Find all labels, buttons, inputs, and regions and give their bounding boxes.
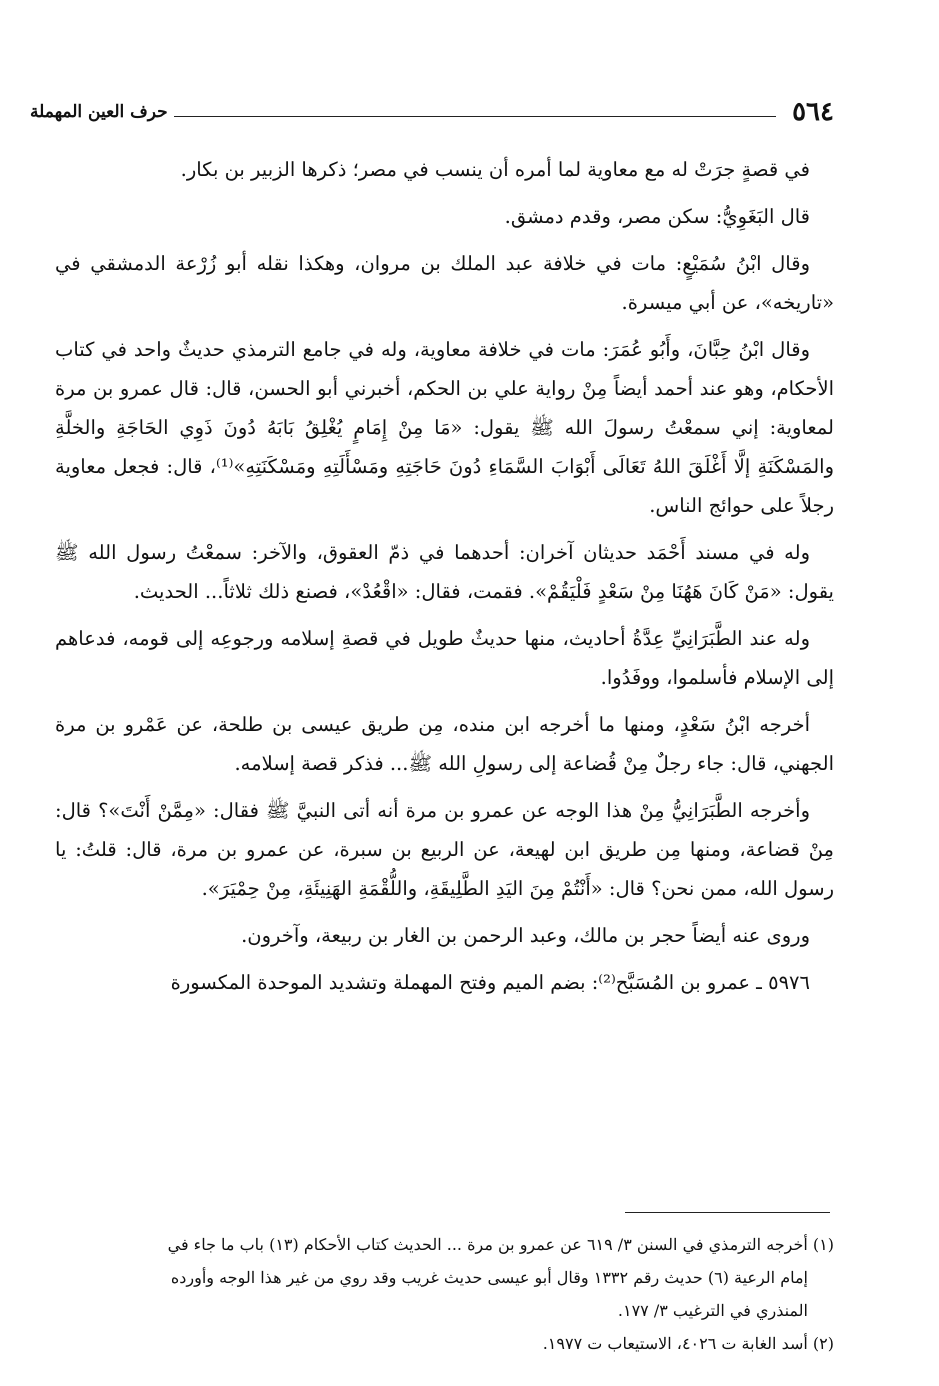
footnotes: [55, 1228, 834, 1360]
paragraph: وقال ابْنُ حِبَّانَ، وأَبُو عُمَرَ: مات في خلافة معاوية، وله في جامع الترمذي حديثٌ واحد في كتاب الأحكام، وهو عند أحمد أيضاً مِنْ رواية علي بن الحكم، أخبرني أبو الحسن، قال: قال عمرو بن مرة لمعاوية: إني سمعْتُ رسولَ الله ﷺ يقول: «مَا مِنْ إِمَامٍ يُغْلِقُ بَابَهُ دُونَ ذَوِي الحَاجَةِ والخلَّةِ والمَسْكَنَةِ إلَّا أَغْلَقَ اللهُ تَعَالَى أَبْوَابَ السَّمَاءِ دُونَ حَاجَتِهِ ومَسْأَلَتِهِ ومَسْكَنَتِهِ»⁽¹⁾، قال: فجعل معاوية رجلاً على حوائج الناس.: [55, 338, 834, 517]
header-rule: [174, 116, 776, 117]
running-title: حرف العين المهملة: [30, 102, 168, 122]
footnote-separator: [625, 1212, 830, 1213]
footnote-1-line: المنذري في الترغيب ٣/ ١٧٧.: [617, 1301, 808, 1320]
footnote-2: (٢) أسد الغابة ت ٤٠٢٦، الاستيعاب ت ١٩٧٧.: [542, 1334, 834, 1353]
paragraph: أخرجه ابْنُ سَعْدٍ، ومنها ما أخرجه ابن منده، مِن طريق عيسى بن طلحة، عن عَمْرو بن مرة الجهني، قال: جاء رجلٌ مِنْ قُضاعة إلى رسولِ الله ﷺ... فذكر قصة إسلامه.: [55, 713, 834, 775]
paragraph: وروى عنه أيضاً حجر بن مالك، وعبد الرحمن بن الغار بن ربيعة، وآخرون.: [241, 924, 810, 947]
entry-heading: ٥٩٧٦ ـ عمرو بن المُسَبَّح⁽²⁾: بضم الميم وفتح المهملة وتشديد الموحدة المكسورة: [170, 971, 810, 994]
footnote-1-line: (١) أخرجه الترمذي في السنن ٣/ ٦١٩ عن عمرو بن مرة ... الحديث كتاب الأحكام (١٣) باب ما جاء في: [167, 1235, 834, 1254]
main-text: [55, 150, 834, 1010]
paragraph: وأخرجه الطَّبَرَانِيُّ مِنْ هذا الوجه عن عمرو بن مرة أنه أتى النبيَّ ﷺ فقال: «مِمَّنْ أَنْتَ»؟ قال: مِنْ قضاعة، ومنها مِن طريق ابن لهيعة، عن الربيع بن سبرة، عن عمرو بن مرة، قال: قلتُ: يا رسول الله، ممن نحن؟ قال: «أَنْتُمْ مِنَ اليَدِ الطَّلِيقَةِ، واللُّقْمَةِ الهَنِيئَةِ، مِنْ حِمْيَرَ».: [55, 799, 834, 900]
paragraph: في قصةٍ جرَتْ له مع معاوية لما أمره أن ينسب في مصر؛ ذكرها الزبير بن بكار.: [180, 158, 810, 181]
paragraph: وله عند الطَّبَرَانِيِّ عِدَّةُ أحاديث، منها حديثٌ طويل في قصةِ إسلامه ورجوعِه إلى قومه، فدعاهم إلى الإسلام فأسلموا، ووفَدُوا.: [55, 627, 834, 689]
paragraph: وقال ابْنُ سُمَيْعٍ: مات في خلافة عبد الملك بن مروان، وهكذا نقله أبو زُرْعة الدمشقي في «تاريخه»، عن أبي ميسرة.: [55, 252, 834, 314]
footnote-1-line: إمام الرعية (٦) حديث رقم ١٣٣٢ وقال أبو عيسى حديث غريب وقد روي من غير هذا الوجه وأورده: [170, 1268, 808, 1287]
paragraph: وله في مسند أَحْمَد حديثان آخران: أحدهما في ذمّ العقوق، والآخر: سمعْتُ رسول الله ﷺ يقول: «مَنْ كَانَ هَهُنَا مِنْ سَعْدٍ فَلْيَقُمْ». فقمت، فقال: «اقْعُدْ»، فصنع ذلك ثلاثاً... الحديث.: [55, 541, 834, 603]
page-header: [30, 92, 834, 132]
paragraph: قال البَغَوِيُّ: سكن مصر، وقدم دمشق.: [504, 205, 810, 228]
page-number: ٥٦٤: [792, 97, 834, 127]
